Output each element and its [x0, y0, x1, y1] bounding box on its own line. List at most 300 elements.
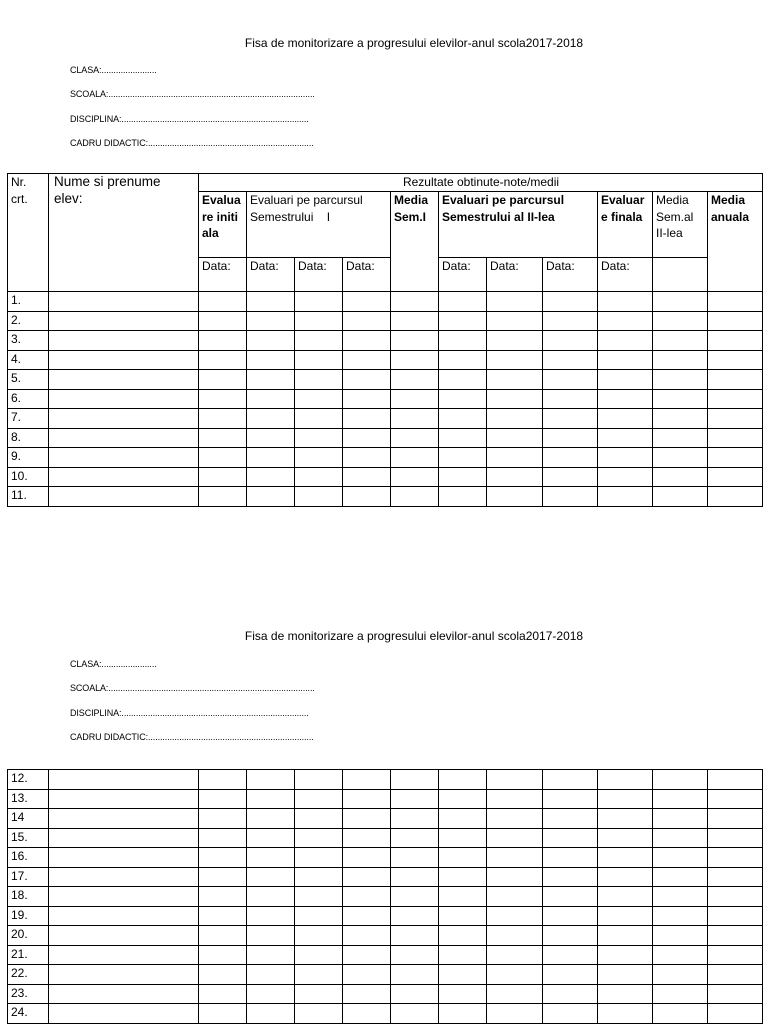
table-cell — [295, 331, 343, 351]
table-cell — [391, 292, 439, 312]
table-cell — [391, 487, 439, 507]
table-cell — [247, 292, 295, 312]
table-cell — [543, 867, 598, 887]
table-cell — [199, 467, 247, 487]
table-cell — [653, 789, 708, 809]
table-cell — [708, 887, 763, 907]
table-cell — [653, 370, 708, 390]
table-cell — [295, 370, 343, 390]
table-cell — [439, 906, 487, 926]
table-cell — [199, 809, 247, 829]
table-cell — [49, 945, 199, 965]
table-cell — [439, 350, 487, 370]
row-number: 2. — [8, 311, 49, 331]
table-cell — [487, 984, 543, 1004]
table-cell — [487, 409, 543, 429]
row-number: 13. — [8, 789, 49, 809]
table-cell — [199, 448, 247, 468]
table-cell — [653, 331, 708, 351]
table-cell — [391, 428, 439, 448]
table-cell — [653, 1004, 708, 1024]
table-row — [8, 906, 763, 926]
table-cell — [199, 428, 247, 448]
table-cell — [391, 389, 439, 409]
table-cell — [653, 984, 708, 1004]
header-data: Data: — [487, 258, 543, 292]
table-cell — [439, 311, 487, 331]
table-cell — [247, 350, 295, 370]
table-row — [8, 467, 763, 487]
table-cell — [247, 945, 295, 965]
table-cell — [247, 789, 295, 809]
table-cell — [199, 906, 247, 926]
header-data-empty — [653, 258, 708, 292]
header-data: Data: — [543, 258, 598, 292]
table-row — [8, 350, 763, 370]
table-cell — [543, 370, 598, 390]
table-row — [8, 828, 763, 848]
table-cell — [199, 926, 247, 946]
table-cell — [439, 428, 487, 448]
row-number: 7. — [8, 409, 49, 429]
header-media-sem2: Media Sem.al II-lea — [653, 192, 708, 258]
table-cell — [598, 292, 653, 312]
table-cell — [295, 292, 343, 312]
table-cell — [598, 789, 653, 809]
table-cell — [343, 828, 391, 848]
header-data: Data: — [343, 258, 391, 292]
header-evaluari-sem1: Evaluari pe parcursul Semestrului I — [247, 192, 391, 258]
table-cell — [598, 984, 653, 1004]
table-cell — [391, 926, 439, 946]
table-row — [8, 945, 763, 965]
table-cell — [653, 770, 708, 790]
table-cell — [295, 311, 343, 331]
table-cell — [343, 370, 391, 390]
table-cell — [49, 809, 199, 829]
table-cell — [598, 828, 653, 848]
table-cell — [49, 448, 199, 468]
row-number: 12. — [8, 770, 49, 790]
table-cell — [247, 370, 295, 390]
table-cell — [247, 867, 295, 887]
table-cell — [247, 311, 295, 331]
table-cell — [391, 331, 439, 351]
table-cell — [49, 389, 199, 409]
table-cell — [295, 965, 343, 985]
table-cell — [708, 867, 763, 887]
table-cell — [247, 487, 295, 507]
table-cell — [295, 809, 343, 829]
table-cell — [391, 887, 439, 907]
table-cell — [49, 370, 199, 390]
table-cell — [49, 292, 199, 312]
table-cell — [295, 409, 343, 429]
table-cell — [295, 984, 343, 1004]
table-cell — [49, 409, 199, 429]
header-data: Data: — [199, 258, 247, 292]
table-cell — [439, 926, 487, 946]
table-cell — [343, 389, 391, 409]
table-cell — [708, 331, 763, 351]
table-cell — [49, 331, 199, 351]
table-cell — [199, 487, 247, 507]
table-cell — [247, 906, 295, 926]
table-cell — [49, 906, 199, 926]
table-cell — [543, 848, 598, 868]
table-cell — [708, 848, 763, 868]
row-number: 18. — [8, 887, 49, 907]
table-cell — [543, 350, 598, 370]
monitoring-table — [7, 173, 763, 507]
row-number: 22. — [8, 965, 49, 985]
table-cell — [391, 984, 439, 1004]
table-cell — [391, 370, 439, 390]
row-number: 9. — [8, 448, 49, 468]
table-cell — [543, 448, 598, 468]
table-cell — [391, 848, 439, 868]
table-row — [8, 1004, 763, 1024]
row-number: 17. — [8, 867, 49, 887]
row-number: 24. — [8, 1004, 49, 1024]
header-elev-label: elev: — [54, 190, 83, 206]
form-title: Fisa de monitorizare a progresului elevilor-anul scola2017-2018 — [244, 629, 584, 643]
table-cell — [391, 1004, 439, 1024]
table-cell — [708, 984, 763, 1004]
header-data: Data: — [295, 258, 343, 292]
table-cell — [653, 292, 708, 312]
table-cell — [653, 848, 708, 868]
table-cell — [653, 945, 708, 965]
table-cell — [598, 770, 653, 790]
table-row — [8, 331, 763, 351]
table-cell — [199, 389, 247, 409]
field-clasa: CLASA:....................... — [70, 659, 157, 669]
table-cell — [199, 789, 247, 809]
table-cell — [391, 867, 439, 887]
table-cell — [653, 389, 708, 409]
table-cell — [598, 350, 653, 370]
table-cell — [199, 370, 247, 390]
row-number: 4. — [8, 350, 49, 370]
header-evaluari-sem2: Evaluari pe parcursul Semestrului al II-lea — [439, 192, 598, 258]
table-cell — [343, 965, 391, 985]
table-cell — [543, 828, 598, 848]
table-cell — [708, 311, 763, 331]
table-cell — [391, 789, 439, 809]
table-cell — [247, 448, 295, 468]
table-cell — [49, 828, 199, 848]
table-cell — [391, 945, 439, 965]
table-row — [8, 487, 763, 507]
header-nr-crt: Nr. crt. — [8, 174, 49, 292]
table-cell — [343, 428, 391, 448]
table-cell — [439, 945, 487, 965]
table-cell — [543, 926, 598, 946]
table-cell — [391, 770, 439, 790]
table-cell — [49, 848, 199, 868]
table-cell — [708, 409, 763, 429]
table-cell — [295, 487, 343, 507]
table-cell — [487, 809, 543, 829]
table-cell — [343, 867, 391, 887]
table-cell — [295, 770, 343, 790]
table-cell — [295, 945, 343, 965]
row-number: 10. — [8, 467, 49, 487]
table-cell — [487, 311, 543, 331]
table-cell — [391, 965, 439, 985]
table-cell — [708, 945, 763, 965]
table-cell — [247, 848, 295, 868]
table-row — [8, 867, 763, 887]
table-cell — [598, 906, 653, 926]
table-cell — [708, 809, 763, 829]
table-cell — [49, 311, 199, 331]
table-cell — [49, 467, 199, 487]
header-nume — [49, 174, 199, 292]
table-cell — [487, 887, 543, 907]
table-cell — [247, 389, 295, 409]
table-cell — [543, 887, 598, 907]
table-cell — [199, 292, 247, 312]
header-data: Data: — [439, 258, 487, 292]
table-cell — [49, 770, 199, 790]
table-cell — [49, 867, 199, 887]
table-cell — [49, 965, 199, 985]
table-cell — [653, 867, 708, 887]
table-cell — [487, 945, 543, 965]
table-cell — [295, 1004, 343, 1024]
table-cell — [199, 984, 247, 1004]
table-cell — [391, 828, 439, 848]
table-cell — [199, 409, 247, 429]
table-cell — [199, 828, 247, 848]
header-nume-label: Nume si prenume — [54, 174, 161, 189]
header-media-sem1: Media Sem.I — [391, 192, 439, 292]
table-cell — [653, 467, 708, 487]
table-cell — [343, 887, 391, 907]
table-row — [8, 809, 763, 829]
table-cell — [653, 448, 708, 468]
table-cell — [199, 1004, 247, 1024]
table-cell — [598, 945, 653, 965]
table-cell — [439, 789, 487, 809]
table-cell — [343, 311, 391, 331]
table-cell — [439, 487, 487, 507]
table-cell — [708, 926, 763, 946]
table-cell — [598, 1004, 653, 1024]
header-evaluare-initiala: Evaluare initiala — [199, 192, 247, 258]
table-cell — [247, 809, 295, 829]
table-cell — [391, 350, 439, 370]
header-media-anuala: Media anuala — [708, 192, 763, 292]
field-cadru-didactic: CADRU DIDACTIC:..................................................................... — [70, 732, 314, 742]
table-cell — [598, 448, 653, 468]
table-cell — [543, 389, 598, 409]
table-cell — [439, 770, 487, 790]
table-cell — [708, 292, 763, 312]
table-cell — [49, 887, 199, 907]
table-cell — [49, 789, 199, 809]
table-cell — [49, 984, 199, 1004]
table-row — [8, 789, 763, 809]
table-cell — [543, 984, 598, 1004]
field-cadru-didactic: CADRU DIDACTIC:..................................................................... — [70, 138, 314, 148]
table-cell — [49, 350, 199, 370]
table-cell — [439, 370, 487, 390]
row-number: 15. — [8, 828, 49, 848]
row-number: 1. — [8, 292, 49, 312]
table-cell — [598, 809, 653, 829]
table-cell — [708, 828, 763, 848]
table-cell — [439, 984, 487, 1004]
table-cell — [391, 467, 439, 487]
header-data: Data: — [247, 258, 295, 292]
table-cell — [708, 389, 763, 409]
row-number: 3. — [8, 331, 49, 351]
table-cell — [653, 311, 708, 331]
table-cell — [653, 828, 708, 848]
table-cell — [439, 448, 487, 468]
table-cell — [343, 926, 391, 946]
table-cell — [247, 965, 295, 985]
row-number: 5. — [8, 370, 49, 390]
header-evaluare-finala: Evaluare finala — [598, 192, 653, 258]
table-cell — [487, 789, 543, 809]
table-cell — [487, 926, 543, 946]
table-cell — [487, 467, 543, 487]
table-cell — [295, 448, 343, 468]
table-cell — [295, 428, 343, 448]
table-cell — [487, 906, 543, 926]
field-scoala: SCOALA:...................................................................................... — [70, 683, 315, 693]
table-row — [8, 770, 763, 790]
form-title: Fisa de monitorizare a progresului elevilor-anul scola2017-2018 — [244, 36, 584, 50]
table-cell — [543, 770, 598, 790]
table-cell — [598, 965, 653, 985]
table-cell — [543, 331, 598, 351]
table-cell — [295, 350, 343, 370]
table-cell — [247, 926, 295, 946]
table-row — [8, 409, 763, 429]
table-cell — [199, 965, 247, 985]
table-cell — [49, 428, 199, 448]
table-cell — [49, 926, 199, 946]
table-cell — [598, 370, 653, 390]
table-cell — [653, 487, 708, 507]
table-row — [8, 389, 763, 409]
table-cell — [343, 809, 391, 829]
table-row — [8, 887, 763, 907]
table-cell — [543, 428, 598, 448]
table-cell — [199, 311, 247, 331]
table-cell — [439, 1004, 487, 1024]
table-cell — [598, 389, 653, 409]
table-cell — [343, 409, 391, 429]
table-cell — [439, 867, 487, 887]
table-cell — [653, 428, 708, 448]
table-row — [8, 848, 763, 868]
table-cell — [439, 389, 487, 409]
table-row — [8, 926, 763, 946]
table-cell — [295, 887, 343, 907]
table-cell — [543, 487, 598, 507]
table-cell — [598, 926, 653, 946]
table-cell — [708, 1004, 763, 1024]
field-clasa: CLASA:....................... — [70, 65, 157, 75]
table-cell — [598, 467, 653, 487]
table-cell — [598, 867, 653, 887]
table-cell — [391, 448, 439, 468]
table-cell — [391, 311, 439, 331]
table-cell — [247, 428, 295, 448]
table-cell — [343, 945, 391, 965]
table-cell — [708, 487, 763, 507]
row-number: 21. — [8, 945, 49, 965]
table-cell — [543, 906, 598, 926]
table-cell — [247, 887, 295, 907]
table-cell — [439, 965, 487, 985]
table-cell — [343, 467, 391, 487]
table-cell — [487, 867, 543, 887]
table-cell — [598, 331, 653, 351]
table-cell — [487, 370, 543, 390]
table-cell — [598, 487, 653, 507]
table-cell — [343, 770, 391, 790]
table-cell — [391, 906, 439, 926]
table-cell — [295, 828, 343, 848]
table-cell — [439, 828, 487, 848]
table-cell — [343, 984, 391, 1004]
table-cell — [598, 409, 653, 429]
table-cell — [247, 331, 295, 351]
table-row — [8, 428, 763, 448]
table-cell — [199, 887, 247, 907]
table-cell — [708, 770, 763, 790]
header-rezultate: Rezultate obtinute-note/medii — [199, 174, 763, 192]
table-cell — [199, 867, 247, 887]
table-cell — [439, 409, 487, 429]
table-cell — [295, 906, 343, 926]
table-cell — [598, 848, 653, 868]
row-number: 6. — [8, 389, 49, 409]
table-cell — [708, 448, 763, 468]
row-number: 16. — [8, 848, 49, 868]
table-cell — [708, 906, 763, 926]
table-cell — [343, 789, 391, 809]
table-cell — [439, 331, 487, 351]
table-cell — [543, 965, 598, 985]
table-cell — [543, 1004, 598, 1024]
table-cell — [199, 945, 247, 965]
table-cell — [247, 1004, 295, 1024]
table-cell — [653, 906, 708, 926]
table-cell — [487, 292, 543, 312]
table-cell — [391, 809, 439, 829]
table-cell — [439, 848, 487, 868]
table-cell — [439, 292, 487, 312]
table-row — [8, 448, 763, 468]
table-cell — [487, 848, 543, 868]
table-row — [8, 292, 763, 312]
table-cell — [598, 428, 653, 448]
table-cell — [343, 331, 391, 351]
table-body-page1 — [8, 292, 763, 507]
table-cell — [487, 389, 543, 409]
table-cell — [543, 789, 598, 809]
table-row — [8, 311, 763, 331]
table-cell — [543, 809, 598, 829]
